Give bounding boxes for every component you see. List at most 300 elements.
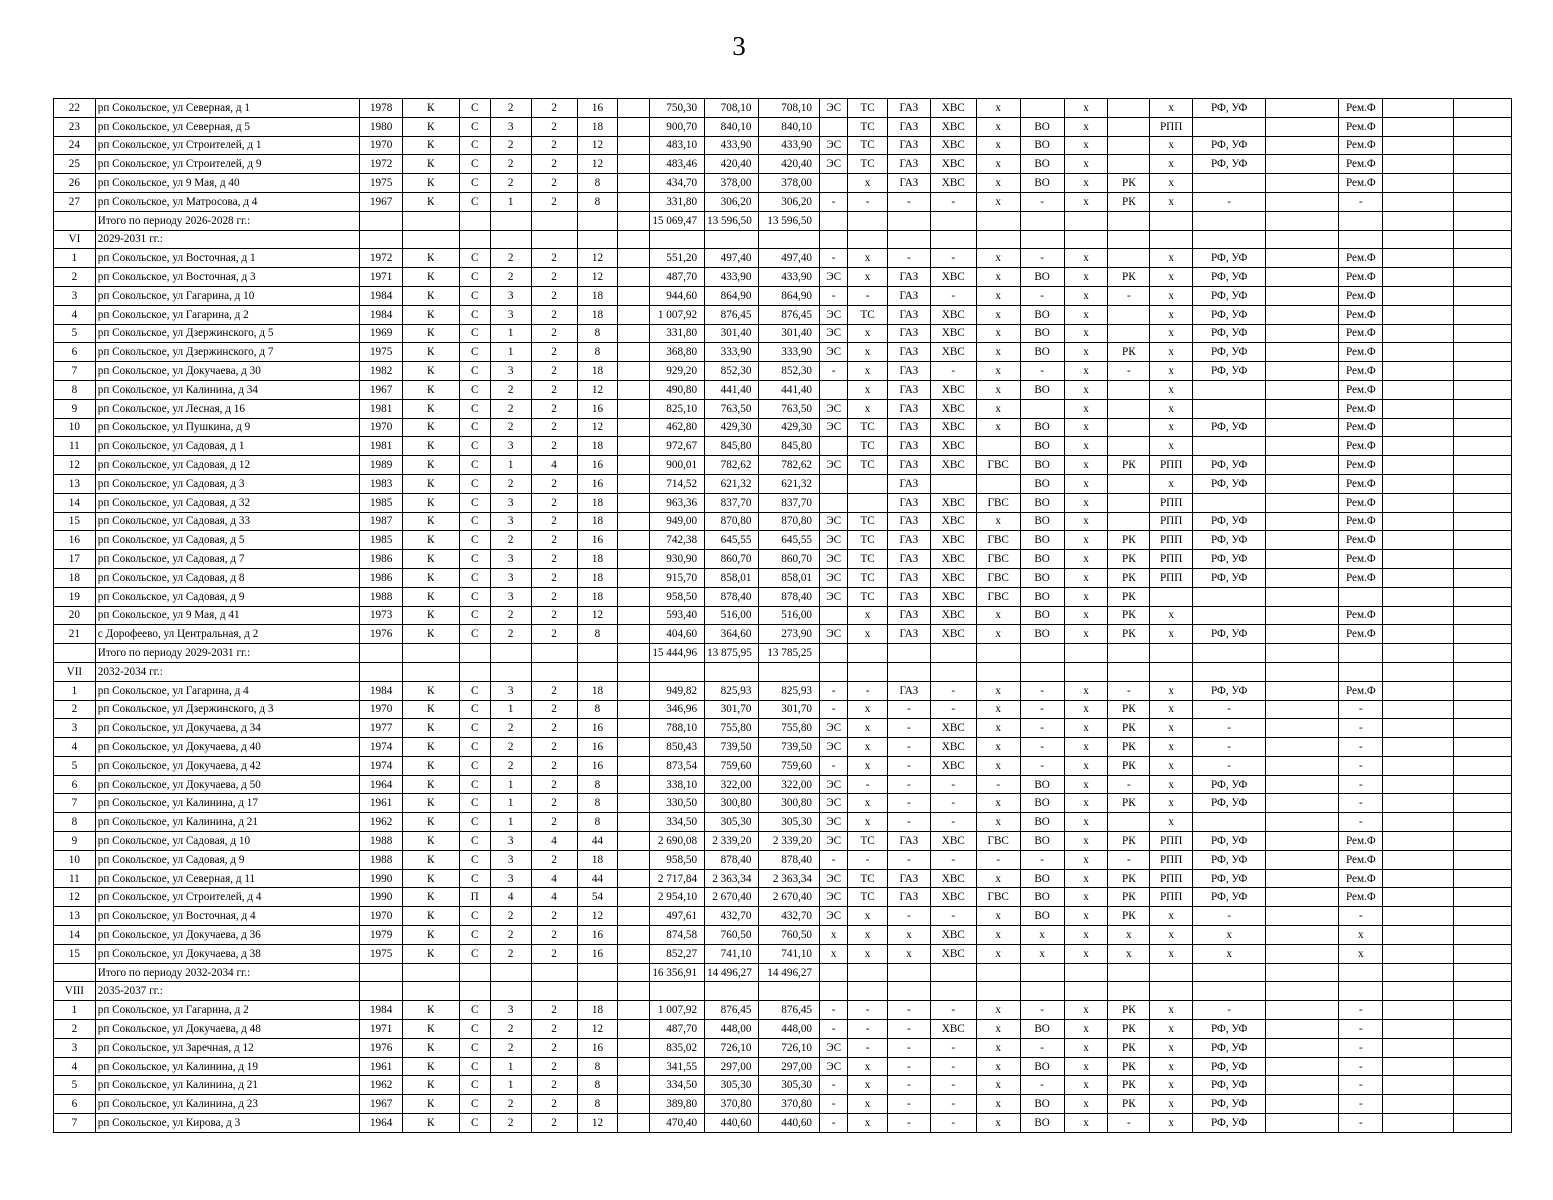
table-cell: С (459, 625, 490, 644)
table-cell (1266, 587, 1339, 606)
table-cell: - (820, 1114, 848, 1133)
table-cell (759, 230, 820, 249)
table-cell: 341,55 (649, 1057, 704, 1076)
table-cell: 739,50 (759, 738, 820, 757)
table-cell: РФ, УФ (1193, 305, 1266, 324)
table-cell (1108, 418, 1150, 437)
table-cell (618, 681, 649, 700)
table-cell: 2 (490, 1114, 531, 1133)
table-cell (618, 512, 649, 531)
table-cell: 759,60 (705, 756, 759, 775)
table-cell: х (976, 155, 1020, 174)
table-cell: ЭС (820, 1057, 848, 1076)
table-cell: 2 (531, 568, 577, 587)
table-cell: ЭС (820, 418, 848, 437)
address-cell: рп Сокольское, ул Северная, д 11 (95, 869, 359, 888)
table-cell: РФ, УФ (1193, 1076, 1266, 1095)
table-cell: 1967 (360, 380, 403, 399)
table-cell: 763,50 (759, 399, 820, 418)
table-cell (531, 230, 577, 249)
table-cell: 54 (577, 888, 618, 907)
table-cell: 944,60 (649, 286, 704, 305)
table-cell: ТС (848, 437, 888, 456)
table-cell: РК (1108, 587, 1150, 606)
table-row (54, 249, 1512, 268)
table-cell: 331,80 (649, 192, 704, 211)
table-cell: - (820, 1095, 848, 1114)
table-cell: - (887, 1001, 930, 1020)
address-cell: рп Сокольское, ул Дзержинского, д 3 (95, 700, 359, 719)
table-cell: 2 (490, 136, 531, 155)
table-cell: 16 (577, 738, 618, 757)
table-cell: 2 (531, 719, 577, 738)
table-cell: 1964 (360, 775, 403, 794)
table-cell: х (976, 738, 1020, 757)
table-cell (618, 869, 649, 888)
table-cell (1020, 963, 1064, 982)
table-cell: К (403, 756, 459, 775)
table-cell (1454, 437, 1512, 456)
table-cell: 8 (577, 174, 618, 193)
table-cell: х (1150, 155, 1193, 174)
table-row (54, 531, 1512, 550)
table-cell: ХВС (930, 268, 976, 287)
table-cell: 708,10 (759, 99, 820, 118)
table-cell: 1988 (360, 587, 403, 606)
table-cell: 487,70 (649, 1020, 704, 1039)
table-cell: РК (1108, 568, 1150, 587)
table-cell (1266, 418, 1339, 437)
table-cell (1454, 794, 1512, 813)
row-number-cell: 16 (54, 531, 96, 550)
table-cell: 378,00 (705, 174, 759, 193)
table-cell: - (1339, 756, 1383, 775)
table-cell: 876,45 (759, 305, 820, 324)
address-cell: рп Сокольское, ул Северная, д 5 (95, 117, 359, 136)
table-cell: РПП (1150, 456, 1193, 475)
table-cell: С (459, 1057, 490, 1076)
table-cell: 2 (531, 362, 577, 381)
table-cell: х (1150, 1076, 1193, 1095)
table-cell: 2 (531, 926, 577, 945)
table-cell (1266, 249, 1339, 268)
table-cell (1383, 888, 1454, 907)
table-cell: - (930, 1076, 976, 1095)
table-cell: С (459, 1076, 490, 1095)
table-cell: 1 007,92 (649, 305, 704, 324)
table-row (54, 474, 1512, 493)
table-cell: - (1193, 192, 1266, 211)
table-cell: С (459, 192, 490, 211)
table-cell (403, 230, 459, 249)
table-cell (360, 230, 403, 249)
table-cell: - (930, 362, 976, 381)
table-cell (930, 474, 976, 493)
total-value-cell: 13 596,50 (705, 211, 759, 230)
table-cell (1383, 249, 1454, 268)
table-cell (976, 230, 1020, 249)
table-cell: РФ, УФ (1193, 362, 1266, 381)
table-cell: х (848, 362, 888, 381)
table-cell (1339, 982, 1383, 1001)
table-cell (618, 249, 649, 268)
table-cell (1454, 719, 1512, 738)
table-cell: х (848, 926, 888, 945)
table-cell (1454, 738, 1512, 757)
table-cell: х (1150, 719, 1193, 738)
table-cell: 2 (531, 1001, 577, 1020)
table-cell (1383, 775, 1454, 794)
table-cell (1383, 625, 1454, 644)
row-number-cell: 1 (54, 249, 96, 268)
table-cell: 12 (577, 155, 618, 174)
table-cell: ВО (1020, 305, 1064, 324)
table-cell: 900,70 (649, 117, 704, 136)
table-cell: РФ, УФ (1193, 155, 1266, 174)
table-cell: 12 (577, 380, 618, 399)
table-cell: - (1339, 1057, 1383, 1076)
table-cell: х (1150, 1038, 1193, 1057)
table-cell (930, 963, 976, 982)
table-cell: 726,10 (759, 1038, 820, 1057)
table-cell: ТС (848, 418, 888, 437)
table-cell: ГАЗ (887, 531, 930, 550)
table-cell: х (1064, 813, 1108, 832)
table-cell: ХВС (930, 456, 976, 475)
table-cell (1454, 869, 1512, 888)
table-cell: 12 (577, 268, 618, 287)
table-cell: К (403, 700, 459, 719)
table-cell: К (403, 155, 459, 174)
table-row (54, 174, 1512, 193)
table-cell (1266, 662, 1339, 681)
table-cell: К (403, 1114, 459, 1133)
table-cell: 441,40 (705, 380, 759, 399)
table-cell: 2 (490, 756, 531, 775)
table-cell: Рем.Ф (1339, 832, 1383, 851)
table-cell: ЭС (820, 399, 848, 418)
table-cell: К (403, 587, 459, 606)
table-cell (887, 963, 930, 982)
table-cell: х (848, 738, 888, 757)
table-cell: 306,20 (759, 192, 820, 211)
table-cell: - (930, 1057, 976, 1076)
address-cell: рп Сокольское, ул Садовая, д 1 (95, 437, 359, 456)
table-cell: 2 (490, 907, 531, 926)
table-cell: х (1064, 1038, 1108, 1057)
table-cell: 858,01 (759, 568, 820, 587)
table-cell (1454, 625, 1512, 644)
table-cell: 2 670,40 (759, 888, 820, 907)
table-cell: 3 (490, 568, 531, 587)
table-cell: - (1339, 907, 1383, 926)
table-cell (1020, 662, 1064, 681)
table-cell: 301,70 (759, 700, 820, 719)
table-cell: х (848, 944, 888, 963)
table-cell: х (1064, 944, 1108, 963)
row-number-cell: 7 (54, 1114, 96, 1133)
table-cell: 2 (531, 136, 577, 155)
table-cell: 3 (490, 869, 531, 888)
table-cell (618, 1038, 649, 1057)
table-cell (1383, 362, 1454, 381)
table-cell: ЭС (820, 869, 848, 888)
table-cell: 2 (490, 249, 531, 268)
table-cell: РК (1108, 888, 1150, 907)
table-cell: РФ, УФ (1193, 568, 1266, 587)
table-cell: К (403, 380, 459, 399)
row-number-cell: 15 (54, 944, 96, 963)
table-cell (1383, 437, 1454, 456)
table-cell: РФ, УФ (1193, 1114, 1266, 1133)
table-cell: - (930, 794, 976, 813)
table-cell: К (403, 512, 459, 531)
table-cell: 1978 (360, 99, 403, 118)
table-cell (1064, 662, 1108, 681)
table-cell: х (1064, 738, 1108, 757)
table-cell: ВО (1020, 775, 1064, 794)
table-cell: - (887, 1038, 930, 1057)
table-cell (1108, 99, 1150, 118)
table-cell: 878,40 (705, 850, 759, 869)
table-cell: 864,90 (705, 286, 759, 305)
table-cell (1383, 155, 1454, 174)
table-cell: х (1064, 888, 1108, 907)
address-cell: рп Сокольское, ул Докучаева, д 48 (95, 1020, 359, 1039)
table-cell: К (403, 681, 459, 700)
table-cell (1266, 1001, 1339, 1020)
table-cell: С (459, 813, 490, 832)
table-cell: ХВС (930, 305, 976, 324)
table-row (54, 587, 1512, 606)
table-cell: - (887, 700, 930, 719)
table-cell: К (403, 1057, 459, 1076)
table-cell (1193, 174, 1266, 193)
table-cell (618, 418, 649, 437)
table-cell: 741,10 (759, 944, 820, 963)
table-cell (1266, 230, 1339, 249)
table-cell: 346,96 (649, 700, 704, 719)
table-cell: ХВС (930, 99, 976, 118)
table-cell: 2 (531, 512, 577, 531)
table-cell: - (1020, 1001, 1064, 1020)
table-cell: 1988 (360, 832, 403, 851)
table-cell: х (976, 1095, 1020, 1114)
table-cell: ГАЗ (887, 456, 930, 475)
table-cell: ВО (1020, 268, 1064, 287)
table-cell: 876,45 (705, 1001, 759, 1020)
table-cell: 404,60 (649, 625, 704, 644)
table-cell: 2 (531, 775, 577, 794)
table-cell (1383, 1076, 1454, 1095)
table-cell: 2 363,34 (705, 869, 759, 888)
table-cell: ХВС (930, 625, 976, 644)
table-cell: ХВС (930, 418, 976, 437)
row-number-cell: 12 (54, 888, 96, 907)
table-cell: ВО (1020, 456, 1064, 475)
table-cell: ЭС (820, 268, 848, 287)
table-cell: 4 (490, 888, 531, 907)
table-cell: К (403, 606, 459, 625)
table-cell: х (1064, 719, 1108, 738)
table-cell: Рем.Ф (1339, 268, 1383, 287)
table-cell: 1979 (360, 926, 403, 945)
table-cell: ТС (848, 832, 888, 851)
table-cell: 3 (490, 550, 531, 569)
table-cell: 2 (490, 474, 531, 493)
table-cell (1266, 493, 1339, 512)
table-cell: х (1150, 700, 1193, 719)
table-body (54, 99, 1512, 1133)
table-cell: РК (1108, 268, 1150, 287)
table-cell (1383, 738, 1454, 757)
table-cell: 16 (577, 474, 618, 493)
address-cell: рп Сокольское, ул Калинина, д 23 (95, 1095, 359, 1114)
table-cell (1193, 982, 1266, 1001)
table-cell (1454, 662, 1512, 681)
table-cell: - (930, 286, 976, 305)
table-cell: ТС (848, 568, 888, 587)
table-cell (930, 230, 976, 249)
table-cell: 8 (577, 324, 618, 343)
table-cell: ВО (1020, 1114, 1064, 1133)
table-cell: П (459, 888, 490, 907)
table-cell (618, 719, 649, 738)
table-cell: - (887, 719, 930, 738)
table-cell: РК (1108, 625, 1150, 644)
table-row (54, 794, 1512, 813)
table-cell (1266, 268, 1339, 287)
table-row (54, 926, 1512, 945)
table-cell: ХВС (930, 531, 976, 550)
table-cell: 8 (577, 775, 618, 794)
table-cell: х (848, 1076, 888, 1095)
table-cell (1454, 587, 1512, 606)
table-cell (618, 286, 649, 305)
table-cell (618, 813, 649, 832)
table-cell: 760,50 (705, 926, 759, 945)
table-cell: х (976, 286, 1020, 305)
table-cell (459, 963, 490, 982)
table-cell: 1 007,92 (649, 1001, 704, 1020)
table-cell: х (1064, 606, 1108, 625)
table-cell: ЭС (820, 587, 848, 606)
table-cell: Рем.Ф (1339, 869, 1383, 888)
table-cell: РК (1108, 794, 1150, 813)
table-cell: 949,00 (649, 512, 704, 531)
table-cell: 742,38 (649, 531, 704, 550)
table-cell: ЭС (820, 907, 848, 926)
table-cell: К (403, 399, 459, 418)
table-cell: С (459, 869, 490, 888)
table-cell: - (930, 775, 976, 794)
table-cell: ГВС (976, 531, 1020, 550)
table-cell: 300,80 (705, 794, 759, 813)
table-cell: ХВС (930, 888, 976, 907)
table-cell (618, 982, 649, 1001)
table-cell: 2 (531, 738, 577, 757)
table-cell: 2 339,20 (705, 832, 759, 851)
table-cell: 18 (577, 362, 618, 381)
address-cell: рп Сокольское, ул Гагарина, д 4 (95, 681, 359, 700)
table-cell: х (976, 1020, 1020, 1039)
table-cell (1383, 493, 1454, 512)
table-cell (618, 587, 649, 606)
table-cell (618, 1020, 649, 1039)
table-cell: ВО (1020, 794, 1064, 813)
table-row (54, 286, 1512, 305)
table-cell (1064, 644, 1108, 663)
table-cell: К (403, 738, 459, 757)
table-cell: РФ, УФ (1193, 888, 1266, 907)
table-row (54, 944, 1512, 963)
table-cell: Рем.Ф (1339, 362, 1383, 381)
table-cell: ГАЗ (887, 474, 930, 493)
table-cell: - (1108, 286, 1150, 305)
table-cell: ГАЗ (887, 625, 930, 644)
table-cell: 18 (577, 568, 618, 587)
table-cell (1454, 888, 1512, 907)
table-cell: х (848, 606, 888, 625)
table-cell (618, 888, 649, 907)
table-cell: 516,00 (705, 606, 759, 625)
row-number-cell: 2 (54, 1020, 96, 1039)
table-cell: 1990 (360, 869, 403, 888)
table-cell: РК (1108, 907, 1150, 926)
table-cell: К (403, 926, 459, 945)
table-cell: 2 (531, 174, 577, 193)
table-cell: 440,60 (705, 1114, 759, 1133)
table-row (54, 493, 1512, 512)
table-cell: С (459, 587, 490, 606)
table-cell: 2 (531, 1038, 577, 1057)
total-value-cell: 14 496,27 (759, 963, 820, 982)
table-cell: РПП (1150, 568, 1193, 587)
table-cell: х (1150, 944, 1193, 963)
table-cell: С (459, 850, 490, 869)
table-cell: х (976, 1114, 1020, 1133)
table-cell: 330,50 (649, 794, 704, 813)
table-cell (1454, 644, 1512, 663)
table-cell: х (1020, 926, 1064, 945)
table-cell: ХВС (930, 512, 976, 531)
table-cell (1108, 963, 1150, 982)
table-cell: х (848, 756, 888, 775)
table-cell (618, 211, 649, 230)
table-row (54, 1095, 1512, 1114)
table-cell (1064, 211, 1108, 230)
table-cell (1383, 343, 1454, 362)
table-cell (1266, 1057, 1339, 1076)
address-cell: рп Сокольское, ул Докучаева, д 40 (95, 738, 359, 757)
table-cell: ХВС (930, 587, 976, 606)
table-cell (1064, 982, 1108, 1001)
address-cell: рп Сокольское, ул Докучаева, д 30 (95, 362, 359, 381)
table-cell: Рем.Ф (1339, 512, 1383, 531)
total-value-cell: 13 596,50 (759, 211, 820, 230)
address-cell: рп Сокольское, ул Заречная, д 12 (95, 1038, 359, 1057)
table-cell: х (1150, 606, 1193, 625)
table-cell: 490,80 (649, 380, 704, 399)
table-cell: 1 (490, 1076, 531, 1095)
table-cell: - (848, 681, 888, 700)
table-cell: х (976, 343, 1020, 362)
table-cell: х (976, 136, 1020, 155)
table-cell: 2 (531, 418, 577, 437)
table-cell: х (1064, 625, 1108, 644)
table-cell: С (459, 681, 490, 700)
table-cell: 858,01 (705, 568, 759, 587)
